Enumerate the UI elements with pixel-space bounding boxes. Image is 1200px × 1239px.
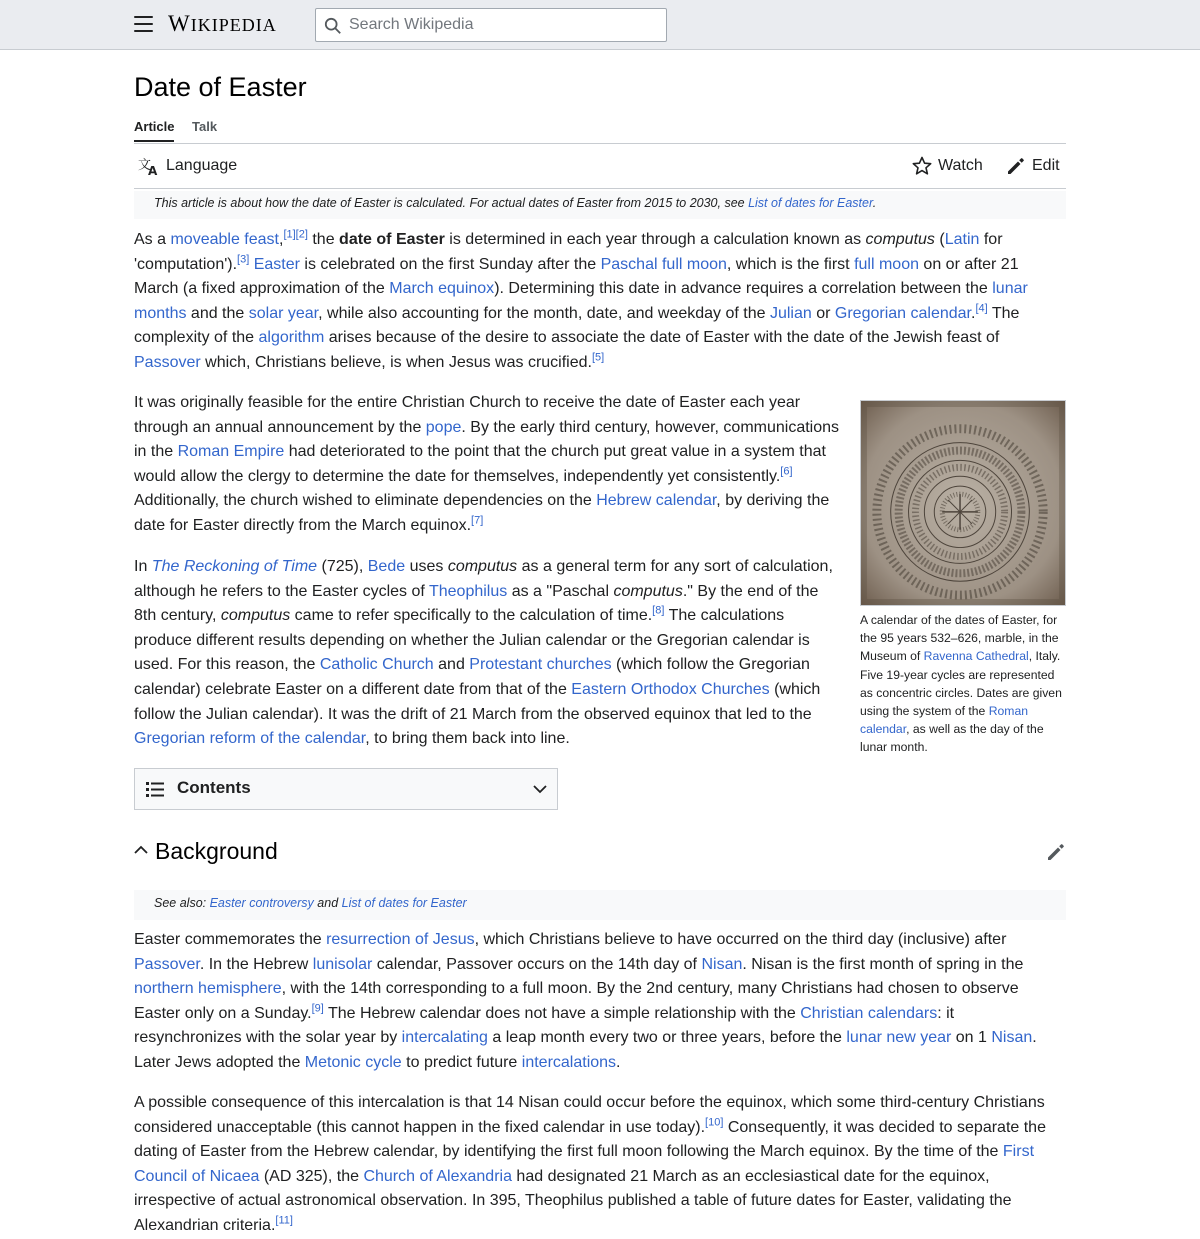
chevron-down-icon: [533, 784, 547, 794]
link[interactable]: Eastern Orthodox Churches: [571, 680, 770, 698]
link[interactable]: Julian: [769, 304, 812, 322]
link[interactable]: List of dates for Easter: [341, 896, 467, 910]
link[interactable]: The Reckoning of Time: [151, 558, 318, 575]
citation[interactable]: [8]: [652, 604, 665, 617]
tab-talk[interactable]: Talk: [192, 119, 218, 134]
svg-text:A: A: [148, 164, 158, 176]
citation[interactable]: [3]: [237, 253, 250, 266]
link[interactable]: Ravenna Cathedral: [923, 649, 1029, 664]
citation[interactable]: [1]: [283, 228, 296, 241]
contents-toggle[interactable]: [134, 768, 558, 810]
link[interactable]: intercalating: [401, 1029, 488, 1047]
link[interactable]: Nisan: [701, 955, 743, 973]
paragraph-intro: As a moveable feast,[1][2] the date of Easter is determined in each year through a calculation known as computus (Latin for 'computation').[3] Easter is celebrated on the first Sunday after the Paschal full moon, which is the first full moon on or after 21 March (a fixed approximation of the March equinox). Determining this date in advance requires a correlation between the lunar months and the solar year, while also accounting for the month, date, and weekday of the Julian or Gregorian calendar.[4] The complexity of the algorithm arises because of the desire to associate the date of Easter with the date of the Jewish feast of Passover which, Christians believe, is when Jesus was crucified.[5]: [134, 228, 1028, 371]
link[interactable]: pope: [425, 418, 462, 436]
paragraph-history: It was originally feasible for the entire Christian Church to receive the date of Easter each year through an annual announcement by the pope. By the early third century, however, communications in the Roman Empire had deteriorated to the point that the church put great value in a system that would allow the clergy to determine the date for themselves, independently yet consistently.[6] Additionally, the church wished to eliminate dependencies on the Hebrew calendar, by deriving the date for Easter directly from the March equinox.[7]: [134, 394, 840, 534]
search-icon: [324, 17, 342, 35]
link[interactable]: Nisan: [991, 1029, 1033, 1047]
link[interactable]: Metonic cycle: [304, 1053, 402, 1071]
link[interactable]: First Council of Nicaea: [134, 1143, 1035, 1185]
citation[interactable]: [4]: [975, 302, 988, 315]
list-icon: [146, 781, 164, 798]
section-title: Background: [155, 838, 278, 864]
see-also-note: See also: Easter controversy and List of dates for Easter: [134, 890, 1066, 920]
search-input[interactable]: [347, 9, 662, 41]
link[interactable]: intercalations: [521, 1053, 617, 1071]
paragraph-reckoning: In The Reckoning of Time (725), Bede uses computus as a general term for any sort of calculation, although he refers to the Easter cycles of Theophilus as a "Paschal computus." By the end of the 8th century, computus came to refer specifically to the calculation of time.[8] The calculations produce different results depending on whether the Julian calendar or the Gregorian calendar is used. For this reason, the Catholic Church and Protestant churches (which follow the Gregorian calendar) celebrate Easter on a different date from that of the Eastern Orthodox Churches (which follow the Julian calendar). It was the drift of 21 March from the observed equinox that led to the Gregorian reform of the calendar, to bring them back into line.: [134, 558, 833, 748]
watch-button[interactable]: [912, 156, 983, 176]
link[interactable]: lunar new year: [846, 1029, 952, 1047]
link[interactable]: solar year: [248, 304, 319, 322]
link[interactable]: full moon: [854, 255, 919, 273]
link[interactable]: March equinox: [389, 280, 495, 298]
link[interactable]: Protestant churches: [469, 656, 612, 674]
link[interactable]: Gregorian reform of the calendar: [134, 730, 366, 748]
link[interactable]: resurrection of Jesus: [326, 931, 475, 948]
link[interactable]: Church of Alexandria: [363, 1167, 512, 1185]
citation[interactable]: [10]: [705, 1116, 724, 1129]
citation[interactable]: [6]: [780, 465, 793, 478]
link[interactable]: Passover: [134, 353, 201, 371]
citation[interactable]: [11]: [275, 1214, 293, 1227]
link-list-of-dates[interactable]: List of dates for Easter: [748, 196, 873, 210]
marble-calendar-image[interactable]: [860, 400, 1066, 606]
edit-label: Edit: [1032, 157, 1060, 174]
figure-easter-calendar: [860, 400, 1066, 757]
chevron-up-icon[interactable]: [134, 845, 148, 855]
hatnote: This article is about how the date of Easter is calculated. For actual dates of Easter from 2015 to 2030, see List of dates for Easter.: [134, 191, 1066, 219]
top-bar: [0, 0, 1200, 50]
main-menu-icon[interactable]: [134, 16, 153, 34]
star-icon: [912, 156, 932, 176]
page-actions: [134, 144, 1066, 189]
link[interactable]: Easter: [253, 255, 300, 273]
watch-label: Watch: [938, 157, 983, 174]
section-heading-background: [134, 836, 1066, 870]
link[interactable]: Gregorian calendar: [834, 304, 971, 322]
wikipedia-wordmark[interactable]: WIKIPEDIA: [168, 11, 277, 36]
citation[interactable]: [2]: [295, 228, 308, 241]
link[interactable]: Catholic Church: [319, 656, 434, 674]
tab-article[interactable]: Article: [134, 119, 174, 142]
link[interactable]: moveable feast: [170, 231, 279, 248]
link[interactable]: lunisolar: [312, 955, 373, 973]
link[interactable]: Roman Empire: [177, 443, 285, 461]
contents-title: Contents: [177, 778, 251, 797]
link[interactable]: Passover: [134, 955, 200, 973]
paragraph-background: Easter commemorates the resurrection of Jesus, which Christians believe to have occurred on the third day (inclusive) after Passover. In the Hebrew lunisolar calendar, Passover occurs on the 14th day of Nisan. Nisan is the first month of spring in the northern hemisphere, with the 14th corresponding to a full moon. By the 2nd century, many Christians had chosen to observe Easter only on a Sunday.[9] The Hebrew calendar does not have a simple relationship with the Christian calendars: it resynchronizes with the solar year by intercalating a leap month every two or three years, before the lunar new year on 1 Nisan. Later Jews adopted the Metonic cycle to predict future intercalations.: [134, 931, 1037, 1071]
link[interactable]: northern hemisphere: [134, 980, 282, 998]
pencil-icon[interactable]: [1046, 842, 1066, 862]
link[interactable]: Theophilus: [428, 582, 508, 600]
link[interactable]: Christian calendars: [800, 1004, 938, 1022]
link[interactable]: Hebrew calendar: [596, 492, 717, 510]
link[interactable]: lunar months: [134, 280, 1028, 322]
link[interactable]: algorithm: [258, 329, 325, 347]
namespace-tabs: [134, 118, 1066, 144]
language-button[interactable]: [138, 156, 237, 176]
link[interactable]: Paschal full moon: [600, 255, 727, 273]
edit-button[interactable]: [1006, 156, 1060, 176]
paragraph-intercalation: A possible consequence of this intercalation is that 14 Nisan could occur before the equinox, which some third-century Christians considered unacceptable (this cannot happen in the fixed calendar in use today).[10] Consequently, it was decided to separate the dating of Easter from the Hebrew calendar, by identifying the first full moon following the March equinox. By the time of the First Council of Nicaea (AD 325), the Church of Alexandria had designated 21 March as an ecclesiastical date for the equinox, irrespective of actual astronomical observation. In 395, Theophilus published a table of future dates for Easter, validating the Alexandrian criteria.[11]: [134, 1094, 1046, 1234]
figure-caption: A calendar of the dates of Easter, for the 95 years 532–626, marble, in the Museum of Ravenna Cathedral, Italy. Five 19-year cycles are represented as concentric circles. Dates are given using the system of the Roman calendar, as well as the day of the lunar month.: [860, 613, 1062, 755]
link[interactable]: Easter controversy: [209, 896, 314, 910]
language-label: Language: [166, 157, 238, 174]
pencil-icon: [1006, 156, 1026, 176]
link[interactable]: Latin: [944, 231, 980, 248]
search-box[interactable]: [315, 8, 667, 42]
language-icon: [138, 156, 160, 176]
citation[interactable]: [9]: [311, 1002, 324, 1015]
svg-text:文: 文: [138, 158, 152, 173]
page-title: Date of Easter: [134, 72, 307, 102]
link[interactable]: Bede: [367, 558, 406, 575]
citation[interactable]: [7]: [471, 514, 484, 527]
citation[interactable]: [5]: [591, 351, 605, 364]
link[interactable]: Roman calendar: [860, 704, 1029, 737]
